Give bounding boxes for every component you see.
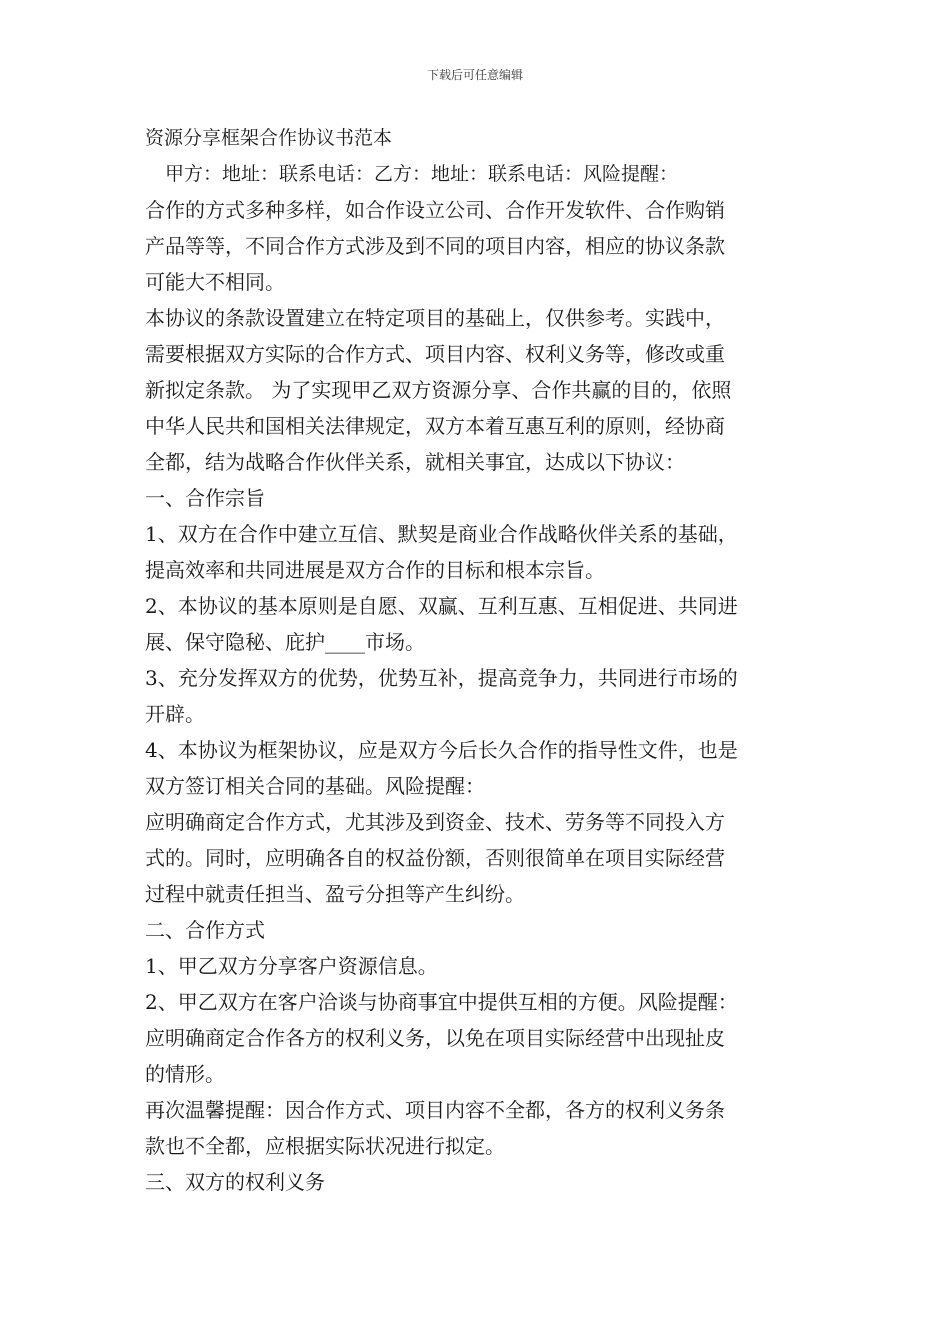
text-line: 2、甲乙双方在客户洽谈与协商事宜中提供互相的方便。风险提醒： bbox=[145, 990, 738, 1014]
text-line: 全都，结为战略合作伙伴关系，就相关事宜，达成以下协议： bbox=[145, 450, 685, 474]
text-line: 式的。同时，应明确各自的权益份额，否则很简单在项目实际经营 bbox=[145, 846, 725, 870]
section-heading: 一、合作宗旨 bbox=[145, 486, 265, 510]
text-line: 提高效率和共同进展是双方合作的目标和根本宗旨。 bbox=[145, 558, 605, 582]
text-line: 的情形。 bbox=[145, 1062, 225, 1086]
header-note: 下载后可任意编辑 bbox=[426, 68, 523, 82]
text-line: 款也不全都，应根据实际状况进行拟定。 bbox=[145, 1134, 505, 1158]
section-heading: 三、双方的权利义务 bbox=[145, 1170, 325, 1194]
text-line: 开辟。 bbox=[145, 702, 205, 726]
paragraph-lines bbox=[145, 192, 810, 1200]
text-line: 1、双方在合作中建立互信、默契是商业合作战略伙伴关系的基础， bbox=[145, 522, 738, 546]
text-line: 可能大不相同。 bbox=[145, 270, 285, 294]
text-line: 产品等等，不同合作方式涉及到不同的项目内容，相应的协议条款 bbox=[145, 234, 725, 258]
text-line: 展、保守隐秘、庇护____市场。 bbox=[145, 630, 425, 654]
section-heading: 二、合作方式 bbox=[145, 918, 265, 942]
parties-line: 甲方：地址：联系电话：乙方：地址：联系电话：风险提醒： bbox=[165, 163, 679, 185]
text-line: 过程中就责任担当、盈亏分担等产生纠纷。 bbox=[145, 882, 525, 906]
text-line: 4、本协议为框架协议，应是双方今后长久合作的指导性文件，也是 bbox=[145, 738, 738, 762]
document-title: 资源分享框架合作协议书范本 bbox=[145, 127, 393, 149]
text-line: 新拟定条款。 为了实现甲乙双方资源分享、合作共赢的目的，依照 bbox=[145, 378, 732, 402]
text-line: 2、本协议的基本原则是自愿、双赢、互利互惠、互相促进、共同进 bbox=[145, 594, 738, 618]
text-line: 合作的方式多种多样，如合作设立公司、合作开发软件、合作购销 bbox=[145, 198, 725, 222]
text-line: 应明确商定合作各方的权利义务，以免在项目实际经营中出现扯皮 bbox=[145, 1026, 725, 1050]
text-line: 再次温馨提醒：因合作方式、项目内容不全都，各方的权利义务条 bbox=[145, 1098, 725, 1122]
text-line: 应明确商定合作方式，尤其涉及到资金、技术、劳务等不同投入方 bbox=[145, 810, 725, 834]
text-line: 双方签订相关合同的基础。风险提醒： bbox=[145, 774, 485, 798]
text-line: 本协议的条款设置建立在特定项目的基础上，仅供参考。实践中， bbox=[145, 306, 725, 330]
text-line: 需要根据双方实际的合作方式、项目内容、权利义务等，修改或重 bbox=[145, 342, 725, 366]
text-line: 3、充分发挥双方的优势，优势互补，提高竞争力，共同进行市场的 bbox=[145, 666, 738, 690]
text-line: 1、甲乙双方分享客户资源信息。 bbox=[145, 954, 438, 978]
document-body bbox=[145, 120, 810, 1200]
text-line: 中华人民共和国相关法律规定，双方本着互惠互利的原则，经协商 bbox=[145, 414, 725, 438]
